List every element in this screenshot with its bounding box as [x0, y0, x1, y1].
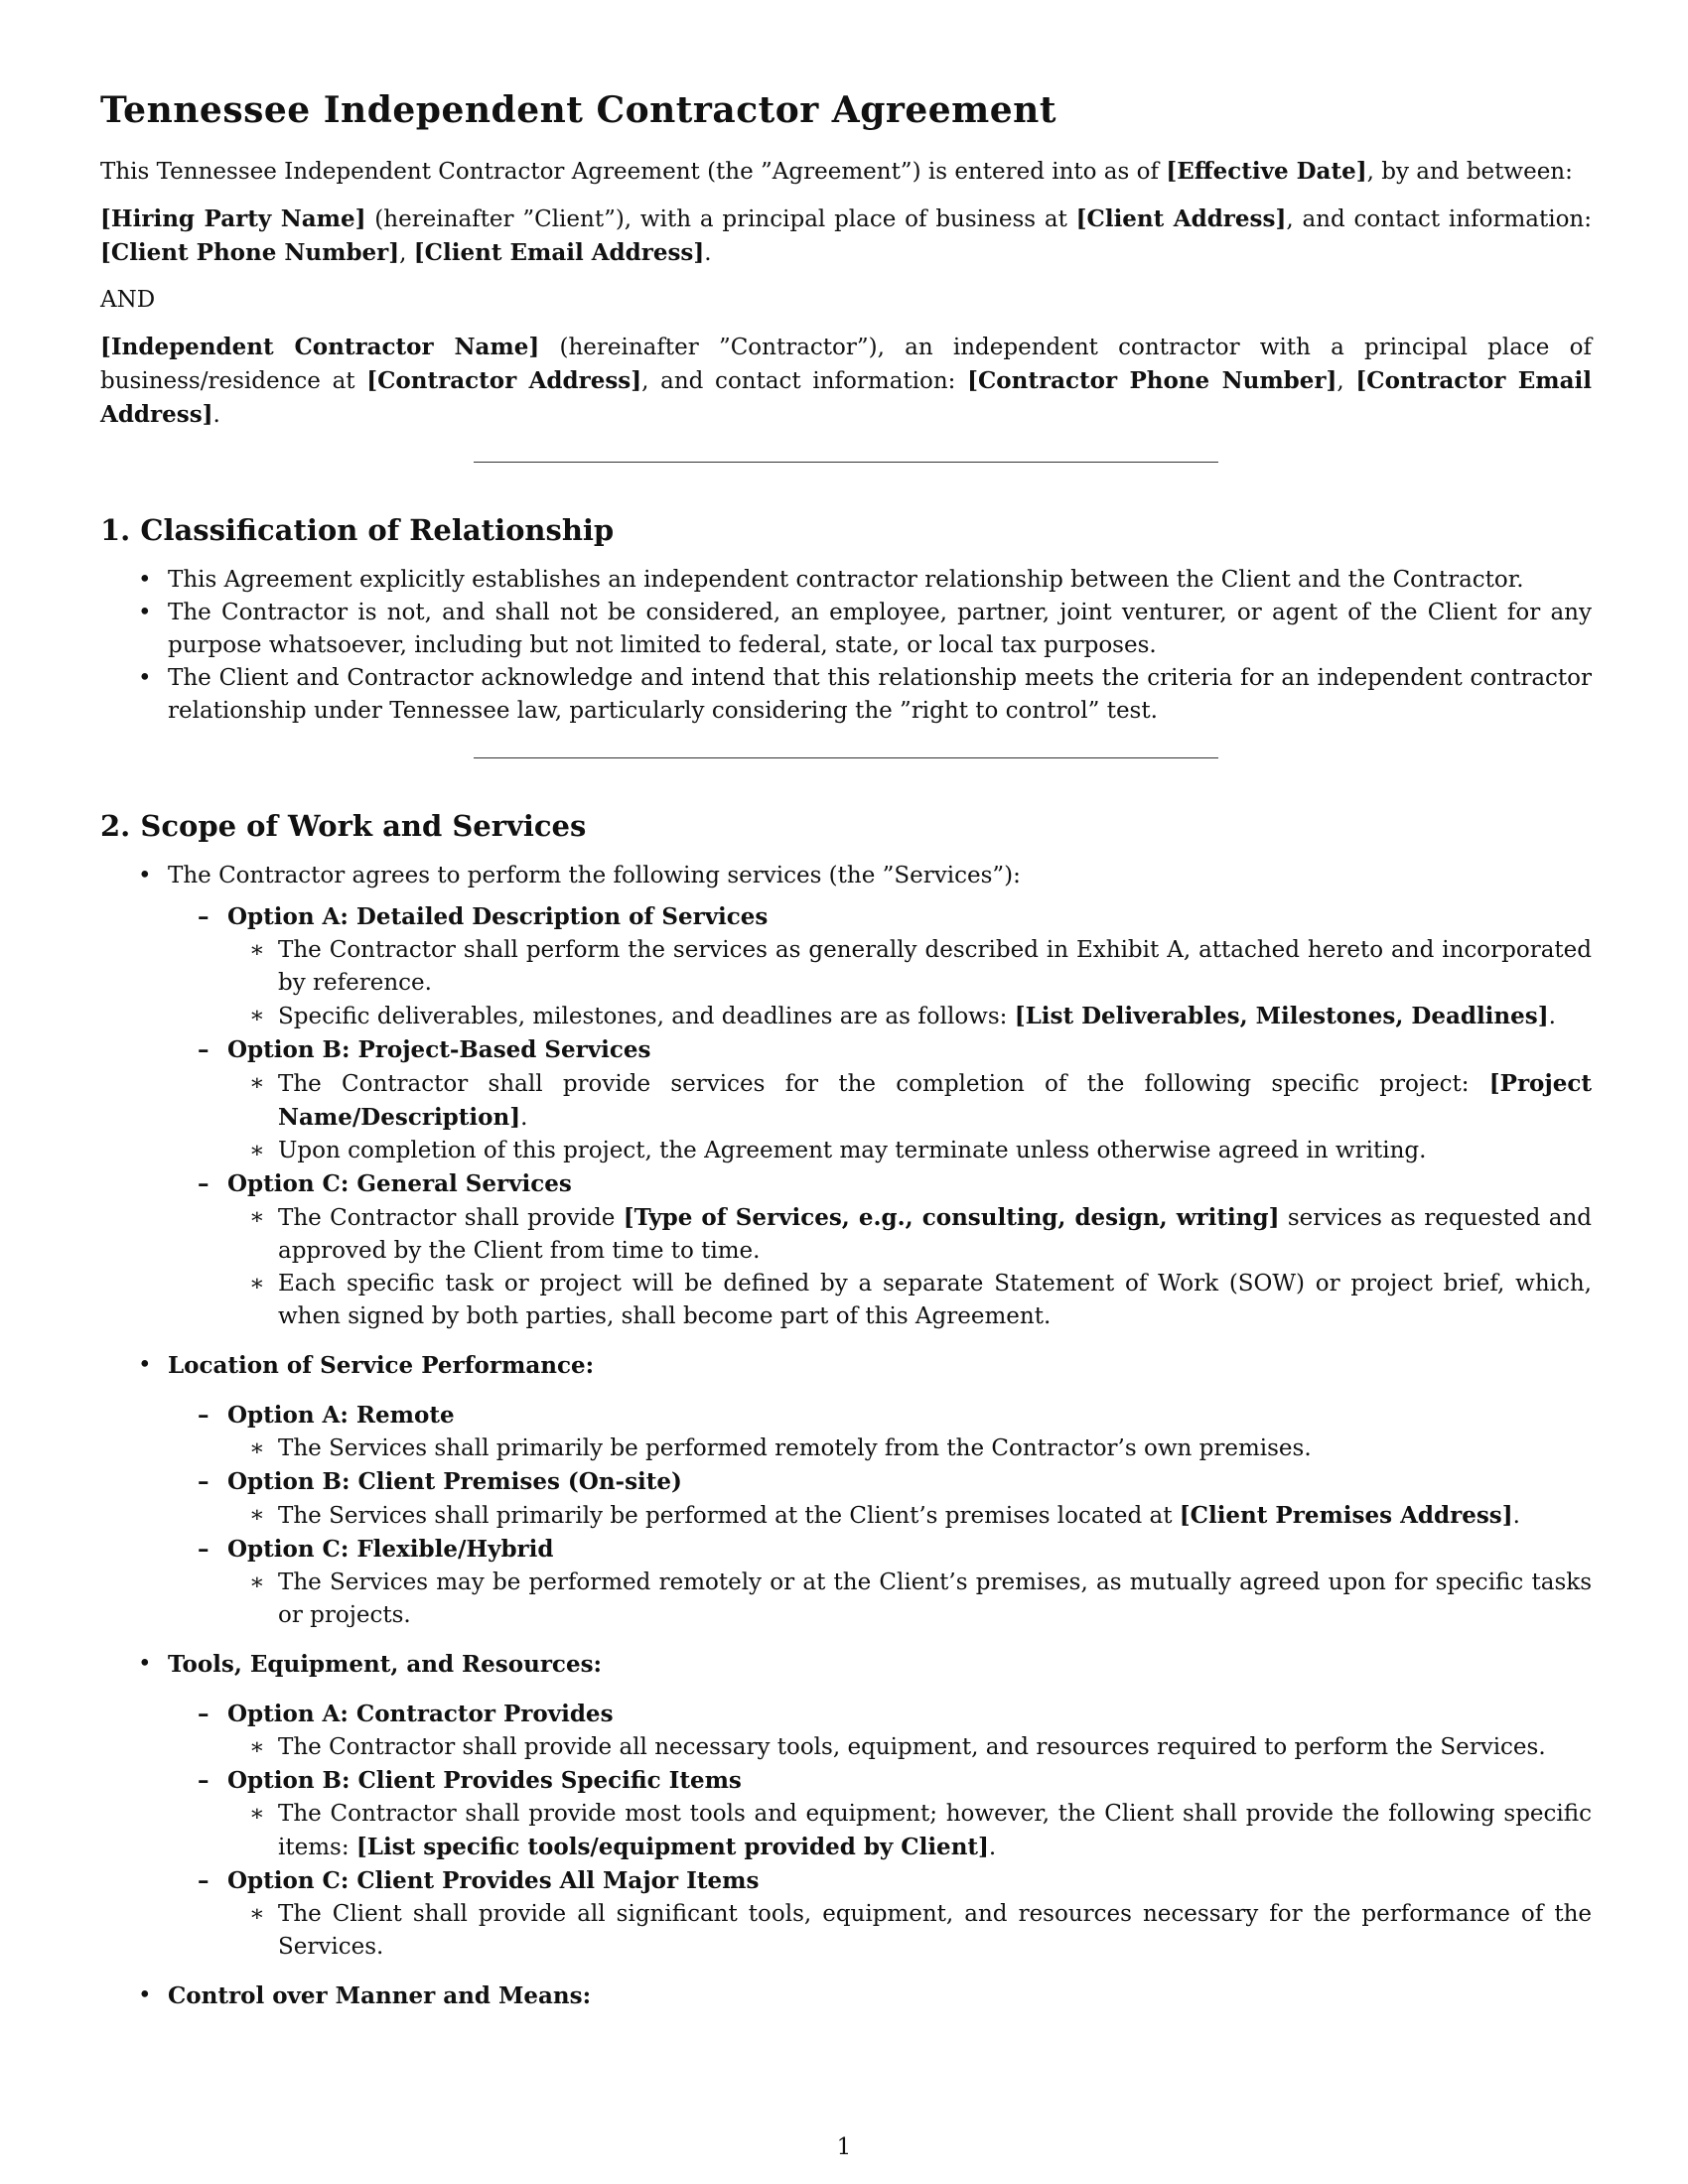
list-item-location [100, 1349, 1592, 1632]
detail-text: . [988, 1835, 997, 1860]
contractor-text: (hereinafter ”Contractor”), an independent contractor with a principal place of business/residence at [100, 335, 1592, 394]
document-page [100, 87, 1592, 2013]
intro-paragraph [100, 155, 1592, 189]
option-label: Option C: Client Provides All Major Items [227, 1867, 760, 1894]
option-label: Option A: Remote [227, 1402, 455, 1429]
horizontal-divider [474, 462, 1218, 463]
detail-text: The Services shall primarily be performed at the Client’s premises located at [278, 1503, 1180, 1529]
option-label: Option B: Project-Based Services [227, 1036, 651, 1063]
horizontal-divider [474, 757, 1218, 758]
client-text: , and contact information: [1286, 206, 1592, 232]
option-label: Option B: Client Premises (On-site) [227, 1468, 682, 1495]
option-details [227, 1433, 1592, 1465]
option-details [227, 1731, 1592, 1764]
option-details [227, 1067, 1592, 1167]
option-label: Option C: General Services [227, 1170, 572, 1197]
list-item: • The Contractor is not, and shall not be considered, an employee, partner, joint venturer, or agent of the Client for any purpose whatsoever, including but not limited to federal, state, or local tax purposes. [100, 597, 1592, 662]
intro-text: This Tennessee Independent Contractor Agreement (the ”Agreement”) is entered into as of [100, 159, 1167, 185]
tools-options [168, 1698, 1592, 1964]
option-details [227, 1898, 1592, 1964]
detail-item: ∗ The Contractor shall provide all necessary tools, equipment, and resources required to perform the Services. [227, 1731, 1592, 1764]
option-item [168, 1864, 1592, 1964]
contractor-paragraph [100, 331, 1592, 432]
option-item [168, 1399, 1592, 1465]
option-details [227, 1499, 1592, 1533]
contractor-address-placeholder: [Contractor Address] [366, 367, 642, 394]
detail-text: The Contractor shall provide most tools and equipment; however, the Client shall provide the following specific items: [278, 1801, 1592, 1860]
intro-text-end: , by and between: [1366, 159, 1573, 185]
detail-text: Specific deliverables, milestones, and deadlines are as follows: [278, 1004, 1015, 1029]
section-2-list [100, 860, 1592, 2013]
page-number: 1 [836, 2134, 852, 2160]
detail-text: services as requested and approved by the Client from time to time. [278, 1205, 1592, 1264]
detail-item: ∗ The Client shall provide all significant tools, equipment, and resources necessary for the performance of the Services. [227, 1898, 1592, 1964]
option-item [168, 1033, 1592, 1167]
option-details [227, 934, 1592, 1033]
client-text: . [704, 240, 712, 266]
contractor-text: . [212, 402, 220, 428]
option-label: Option C: Flexible/Hybrid [227, 1536, 554, 1563]
location-options [168, 1399, 1592, 1632]
detail-item [227, 1000, 1592, 1033]
detail-text: . [1548, 1004, 1556, 1029]
detail-item [227, 1201, 1592, 1268]
option-details [227, 1567, 1592, 1632]
option-item [168, 1465, 1592, 1533]
list-item-tools [100, 1648, 1592, 1964]
option-item [168, 1533, 1592, 1632]
list-item: • The Client and Contractor acknowledge and intend that this relationship meets the criteria for an independent contractor relationship under Tennessee law, particularly considering the ”right to control” test. [100, 662, 1592, 728]
option-details [227, 1201, 1592, 1333]
services-options [168, 900, 1592, 1333]
section-1-list [100, 564, 1592, 728]
option-item [168, 1167, 1592, 1333]
detail-item [227, 1499, 1592, 1533]
list-item-services [100, 860, 1592, 1333]
detail-text: . [1512, 1503, 1520, 1529]
option-item [168, 900, 1592, 1033]
detail-item [227, 1798, 1592, 1864]
contractor-text: , and contact information: [641, 368, 968, 394]
hiring-party-placeholder: [Hiring Party Name] [100, 205, 366, 232]
option-label: Option A: Contractor Provides [227, 1701, 614, 1727]
option-label: Option A: Detailed Description of Services [227, 903, 769, 930]
detail-text: . [520, 1105, 528, 1131]
deliverables-placeholder: [List Deliverables, Milestones, Deadlines] [1014, 1003, 1549, 1029]
detail-text: The Contractor shall provide [278, 1205, 624, 1231]
and-separator: AND [100, 287, 156, 313]
effective-date-placeholder: [Effective Date] [1166, 158, 1367, 185]
detail-item: ∗ Each specific task or project will be defined by a separate Statement of Work (SOW) or project brief, which, when signed by both parties, shall become part of this Agreement. [227, 1268, 1592, 1333]
option-item [168, 1764, 1592, 1864]
service-type-placeholder: [Type of Services, e.g., consulting, design, writing] [623, 1204, 1280, 1231]
location-label: Location of Service Performance: [168, 1352, 595, 1379]
tools-label: Tools, Equipment, and Resources: [168, 1651, 603, 1678]
project-name-placeholder: [Project Name/Description] [278, 1070, 1592, 1131]
section-heading-1: 1. Classification of Relationship [100, 513, 615, 547]
option-details [227, 1798, 1592, 1864]
contractor-phone-placeholder: [Contractor Phone Number] [967, 367, 1337, 394]
detail-item: ∗ The Services shall primarily be performed remotely from the Contractor’s own premises. [227, 1433, 1592, 1465]
client-text: , [399, 240, 414, 266]
client-address-placeholder: [Client Address] [1075, 205, 1287, 232]
option-item [168, 1698, 1592, 1764]
client-text: (hereinafter ”Client”), with a principal place of business at [365, 206, 1076, 232]
detail-item: ∗ The Services may be performed remotely or at the Client’s premises, as mutually agreed upon for specific tasks or projects. [227, 1567, 1592, 1632]
detail-item: ∗ The Contractor shall perform the services as generally described in Exhibit A, attached hereto and incorporated by reference. [227, 934, 1592, 1000]
section-heading-2: 2. Scope of Work and Services [100, 809, 587, 843]
services-intro: The Contractor agrees to perform the following services (the ”Services”): [168, 863, 1021, 888]
contractor-name-placeholder: [Independent Contractor Name] [100, 334, 540, 360]
client-tools-placeholder: [List specific tools/equipment provided by Client] [355, 1834, 989, 1860]
contractor-email-placeholder: [Contractor Email Address] [100, 367, 1592, 428]
client-paragraph [100, 203, 1592, 270]
contractor-text: , [1336, 368, 1356, 394]
list-item: • This Agreement explicitly establishes an independent contractor relationship between the Client and the Contractor. [100, 564, 1592, 597]
list-item-control [100, 1979, 1592, 2013]
document-title: Tennessee Independent Contractor Agreement [100, 89, 1056, 131]
detail-item [227, 1067, 1592, 1135]
detail-item: ∗ Upon completion of this project, the Agreement may terminate unless otherwise agreed in writing. [227, 1135, 1592, 1167]
client-premises-placeholder: [Client Premises Address] [1179, 1502, 1513, 1529]
client-email-placeholder: [Client Email Address] [413, 239, 705, 266]
client-phone-placeholder: [Client Phone Number] [100, 239, 400, 266]
control-label: Control over Manner and Means: [168, 1982, 592, 2009]
option-label: Option B: Client Provides Specific Items [227, 1767, 742, 1794]
detail-text: The Contractor shall provide services for the completion of the following specific project: [278, 1071, 1489, 1097]
